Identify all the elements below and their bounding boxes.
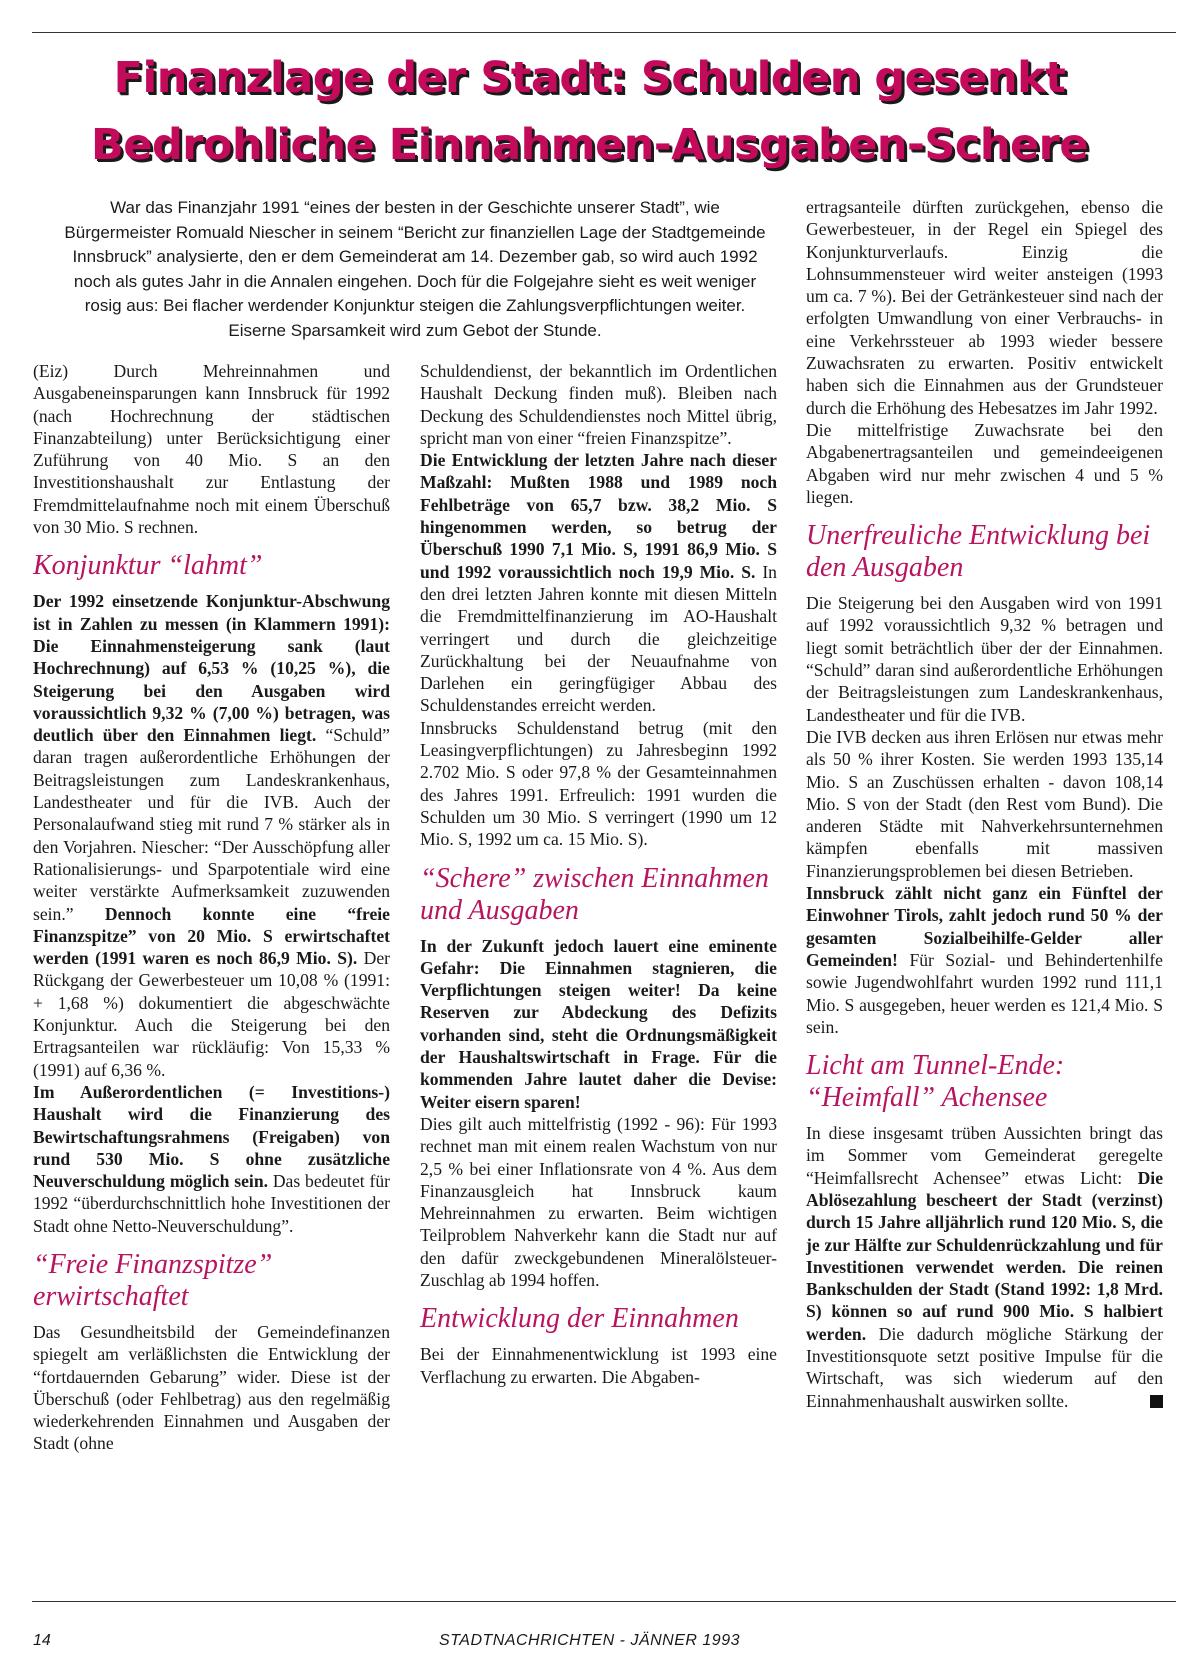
heading-einnahmen: Entwicklung der Einnahmen (420, 1303, 739, 1335)
konjunktur-text-2: Der Rückgang der Gewerbesteuer um 10,08 % (1991: + 1,68 %) dokumentiert die abgeschwächte Konjunktur. Auch die Steigerung bei den Ertragsanteilen war rückläufig: Von 15,33 % (1991) auf 6,36 %. (33, 948, 390, 1080)
sozial-bold: Innsbruck zählt nicht ganz ein Fünftel der Einwohner Tirols, zahlt jedoch rund 50 % der gesamten Sozialbeihilfe-Gelder aller Gemeinden! (806, 883, 1163, 970)
headline-line-2: Bedrohliche Einnahmen-Ausgaben-Schere (91, 120, 1088, 170)
entwicklung-bold: Die Entwicklung der letzten Jahre nach dieser Maßzahl: Mußten 1988 und 1989 noch Fehlbeträge von 65,7 bzw. 38,2 Mio. S hingenommen werden, so betrug der Überschuß 1990 7,1 Mio. S, 1991 86,9 Mio. S und 1992 voraussichtlich noch 19,9 Mio. S. (420, 450, 777, 582)
heading-konjunktur: Konjunktur “lahmt” (33, 550, 263, 582)
ivb-paragraph: Die IVB decken aus ihren Erlösen nur etwas mehr als 50 % ihrer Kosten. Sie werden 1993 135,14 Mio. S an Zuschüssen erhalten - davon 108,14 Mio. S von der Stadt (den Rest vom Bund). Die anderen Städte mit Nahverkehrsunternehmen kämpfen ebenfalls mit massiven Finanzierungsproblemen bei diesen Betrieben. (806, 726, 1163, 881)
intro-paragraph: (Eiz) Durch Mehreinnahmen und Ausgabeneinsparungen kann Innsbruck für 1992 (nach Hochrechnung der städtischen Finanzabteilung) unter Berücksichtigung einer Zuführung von 40 Mio. S an den Investitionshaushalt zur Entlastung der Fremdmittelaufnahme noch mit einem Überschuß von 30 Mio. S rechnen. (33, 361, 390, 538)
einnahmen-continued: ertragsanteile dürften zurückgehen, ebenso die Gewerbesteuer, in der Regel ein Spiegel des Konjunkturverlaufs. Einzig die Lohnsummensteuer wird weiter ansteigen (1993 um ca. 7 %). Bei der Getränkesteuer sind nach der erfolgten Umwandlung von einer Verbrauchs- in eine Verkehrssteuer ab 1993 wieder bessere Zuwachsraten zu erwarten. Positiv entwickelt haben sich die Einnahmen aus der Grundsteuer durch die Erhöhung des Hebesatzes im Jahr 1992. (806, 197, 1163, 418)
investitions-paragraph (33, 1081, 390, 1237)
schere-bold-paragraph (420, 935, 777, 1113)
licht-paragraph (806, 1122, 1163, 1412)
konjunktur-text: “Schuld” daran tragen außerordentliche Erhöhungen der Beitragsleistungen zum Landeskrankenhaus, Landestheater und für die IVB. Auch der Personalaufwand stieg mit rund 7 % stärker als in den Vorjahren. Niescher: “Der Ausschöpfung aller Rationalisierungs- und Sparpotentiale wird eine weiter verstärkte Aufmerksamkeit zuzuwenden sein.” (33, 725, 390, 924)
licht-text-2: Die dadurch mögliche Stärkung der Investitionsquote setzt positive Impulse für die Wirtschaft, was sich wiederum auf den Einnahmenhaushalt auswirken sollte. (806, 1323, 1163, 1411)
lead-paragraph: War das Finanzjahr 1991 “eines der besten in der Geschichte unserer Stadt”, wie Bürgermeister Romuald Niescher in seinem “Bericht zur finanziellen Lage der Stadtgemeinde Innsbruck” analysierte, den er dem Gemeinderat am 14. Dezember gab, so wird auch 1992 noch als gutes Jahr in die Annalen eingehen. Doch für die Folgejahre sieht es weit weniger rosig aus: Bei flacher werdender Konjunktur steigen die Zahlungsverpflichtungen weiter. Eiserne Sparsamkeit wird zum Gebot der Stunde. (64, 198, 766, 340)
entwicklung-text: In den drei letzten Jahren konnte mit diesen Mitteln die Fremdmittelfinanzierung im AO-Haushalt verringert und durch die gleichzeitige Zurückhaltung bei der Neuaufnahme von Darlehen ein geringfügiger Abbau des Schuldenstandes erreicht werden. (420, 561, 777, 716)
licht-bold: Die Ablösezahlung bescheert der Stadt (verzinst) durch 15 Jahre alljährlich rund 120 Mio. S, die je zur Hälfte zur Schuldenrückzahlung und für Investitionen verwendet werden. Die reinen Bankschulden der Stadt (Stand 1992: 1,8 Mrd. S) können so auf rund 900 Mio. S halbiert werden. (806, 1167, 1163, 1344)
sozial-paragraph (806, 882, 1163, 1038)
ausgaben-paragraph: Die Steigerung bei den Ausgaben wird von 1991 auf 1992 voraussichtlich 9,32 % betragen und liegt somit beträchtlich über der der Einnahmen. “Schuld” daran sind außerordentliche Erhöhungen der Beitragsleistungen zum Landeskrankenhaus, Landestheater und für die IVB. (806, 593, 1163, 725)
heading-licht: Licht am Tunnel-Ende: “Heimfall” Achensee (806, 1050, 1065, 1114)
konjunktur-bold: Der 1992 einsetzende Konjunktur-Abschwung ist in Zahlen zu messen (in Klammern 1991): Die Einnahmensteigerung sank (laut Hochrechnung) auf 6,53 % (10,25 %), die Steigerung bei den Ausgaben wird voraussichtlich 9,32 % (7,00 %) betragen, was deutlich über den Einnahmen liegt. (33, 591, 390, 746)
end-of-article-mark (1150, 1395, 1163, 1408)
schuldenstand-paragraph: Innsbrucks Schuldenstand betrug (mit den Leasingverpflichtungen) zu Jahresbeginn 1992 2.702 Mio. S oder 97,8 % der Gesamteinnahmen des Jahres 1991. Erfreulich: 1991 wurden die Schulden um 30 Mio. S verringert (1990 um 12 Mio. S, 1992 um ca. 15 Mio. S). (420, 717, 777, 850)
headline-line-1: Finanzlage der Stadt: Schulden gesenkt (113, 53, 1066, 103)
top-rule (32, 32, 1176, 33)
sozial-text: Für Sozial- und Behindertenhilfe sowie Jugendwohlfahrt wurden 1992 rund 111,1 Mio. S ausgegeben, heuer werden es 121,4 Mio. S sein. (806, 949, 1163, 1037)
page-number: 14 (33, 1632, 51, 1649)
bottom-rule (32, 1601, 1176, 1602)
column-2 (420, 360, 777, 1388)
einnahmen-paragraph: Bei der Einnahmenentwicklung ist 1993 eine Verflachung zu erwarten. Die Abgaben- (420, 1344, 777, 1387)
zuwachsrate-paragraph: Die mittelfristige Zuwachsrate bei den Abgabenertragsanteilen und gemeindeeigenen Abgaben wird nur mehr zwischen 4 und 5 % liegen. (806, 419, 1163, 507)
heading-finanzspitze: “Freie Finanzspitze” erwirtschaftet (33, 1248, 273, 1312)
entwicklung-paragraph (420, 449, 777, 717)
heading-ausgaben: Unerfreuliche Entwicklung bei den Ausgaben (806, 520, 1151, 584)
investitions-bold: Im Außerordentlichen (= Investitions-) Haushalt wird die Finanzierung des Bewirtschaftungsrahmens (Freigaben) von rund 530 Mio. S ohne zusätzliche Neuverschuldung möglich sein. (33, 1081, 390, 1192)
column-1 (33, 360, 390, 1455)
finanzspitze-paragraph: Das Gesundheitsbild der Gemeindefinanzen spiegelt am verläßlichsten die Entwicklung der “fortdauernden Gebarung” wider. Diese ist der Überschuß (oder Fehlbetrag) aus den regelmäßig wiederkehrenden Einnahmen und Ausgaben der Stadt (ohne (33, 1321, 390, 1454)
column-3 (806, 196, 1163, 1412)
konjunktur-paragraph (33, 590, 390, 1081)
schere-bold: In der Zukunft jedoch lauert eine eminente Gefahr: Die Einnahmen stagnieren, die Verpflichtungen steigen weiter! Da keine Reserven zur Abdeckung des Defizits vorhanden sind, steht die Ordnungsmäßigkeit der Haushaltswirtschaft in Frage. Für die kommenden Jahre lautet daher die Devise: Weiter eisern sparen! (420, 935, 777, 1112)
investitions-text: Das bedeutet für 1992 “überdurchschnittlich hohe Investitionen der Stadt ohne Netto-Neuverschuldung”. (33, 1171, 390, 1236)
mittelfristig-paragraph: Dies gilt auch mittelfristig (1992 - 96): Für 1993 rechnet man mit einem realen Wachstum von nur 2,5 % bei einer Inflationsrate von 4 %. Aus dem Finanzausgleich hat Innsbruck kaum Mehreinnahmen zu erwarten. Beim wichtigen Teilproblem Nahverkehr kann die Stadt nur auf den dafür zweckgebundenen Mineralölsteuer-Zuschlag ab 1994 hoffen. (420, 1113, 777, 1290)
konjunktur-bold-2: Dennoch konnte eine “freie Finanzspitze” von 20 Mio. S erwirtschaftet werden (1991 waren es noch 86,9 Mio. S). (33, 903, 390, 969)
licht-text: In diese insgesamt trüben Aussichten bringt das im Sommer vom Gemeinderat geregelte “Heimfallsrecht Achensee” etwas Licht: (806, 1123, 1163, 1188)
finanzspitze-continued: Schuldendienst, der bekanntlich im Ordentlichen Haushalt Deckung finden muß). Bleiben nach Deckung des Schuldendienstes noch Mittel übrig, spricht man von einer “freien Finanzspitze”. (420, 361, 777, 448)
heading-schere: “Schere” zwischen Einnahmen und Ausgaben (420, 862, 769, 926)
magazine-footer: STADTNACHRICHTEN - JÄNNER 1993 (439, 1632, 740, 1649)
